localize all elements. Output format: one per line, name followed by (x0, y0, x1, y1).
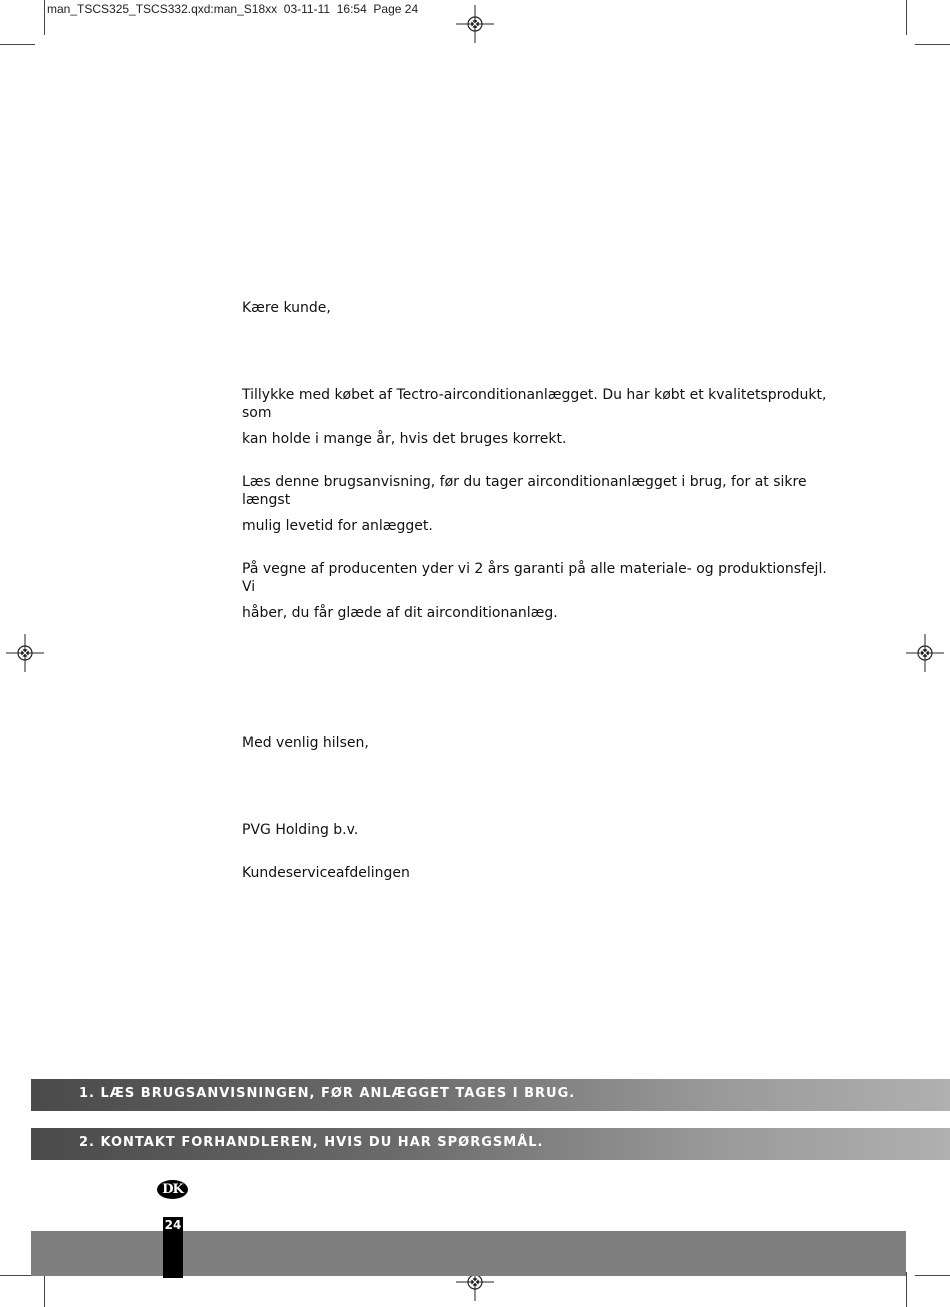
letter-line: Tillykke med købet af Tectro-airconditionanlægget. Du har købt et kvalitetsprodukt, som (242, 387, 827, 421)
crop-mark-top-left-h (0, 44, 35, 45)
letter-line: Læs denne brugsanvisning, før du tager airconditionanlægget i brug, for at sikre længst (242, 474, 807, 508)
language-badge: DK (157, 1180, 188, 1199)
registration-crosshair-icon (456, 5, 494, 43)
crop-mark-bottom-left-v (44, 1272, 45, 1307)
notice-bar-1 (31, 1079, 950, 1111)
letter-department: Kundeserviceafdelingen (242, 865, 410, 881)
letter-line: kan holde i mange år, hvis det bruges korrekt. (242, 431, 567, 447)
notice-bar-1-text: 1. LÆS BRUGSANVISNINGEN, FØR ANLÆGGET TAGES I BRUG. (79, 1086, 576, 1101)
page-number-tab (163, 1217, 183, 1278)
print-slug-line: man_TSCS325_TSCS332.qxd:man_S18xx 03-11-11 16:54 Page 24 (47, 2, 419, 16)
registration-crosshair-icon (906, 634, 944, 672)
crop-mark-top-right-v (906, 0, 907, 35)
crop-mark-bottom-left-h (0, 1275, 35, 1276)
letter-company: PVG Holding b.v. (242, 822, 359, 838)
letter-line: mulig levetid for anlægget. (242, 518, 433, 534)
crop-mark-bottom-right-h (915, 1275, 950, 1276)
crop-mark-top-left-v (44, 0, 45, 35)
letter-line: håber, du får glæde af dit airconditionanlæg. (242, 605, 558, 621)
letter-line: På vegne af producenten yder vi 2 års garanti på alle materiale- og produktionsfejl. Vi (242, 561, 827, 595)
registration-crosshair-icon (6, 634, 44, 672)
notice-bar-2-text: 2. KONTAKT FORHANDLEREN, HVIS DU HAR SPØRGSMÅL. (79, 1135, 544, 1150)
notice-bar-2 (31, 1128, 950, 1160)
page-number: 24 (164, 1218, 182, 1232)
crop-mark-bottom-right-v (906, 1272, 907, 1307)
letter-greeting: Kære kunde, (242, 300, 331, 316)
letter-closing: Med venlig hilsen, (242, 735, 369, 751)
crop-mark-top-right-h (915, 44, 950, 45)
